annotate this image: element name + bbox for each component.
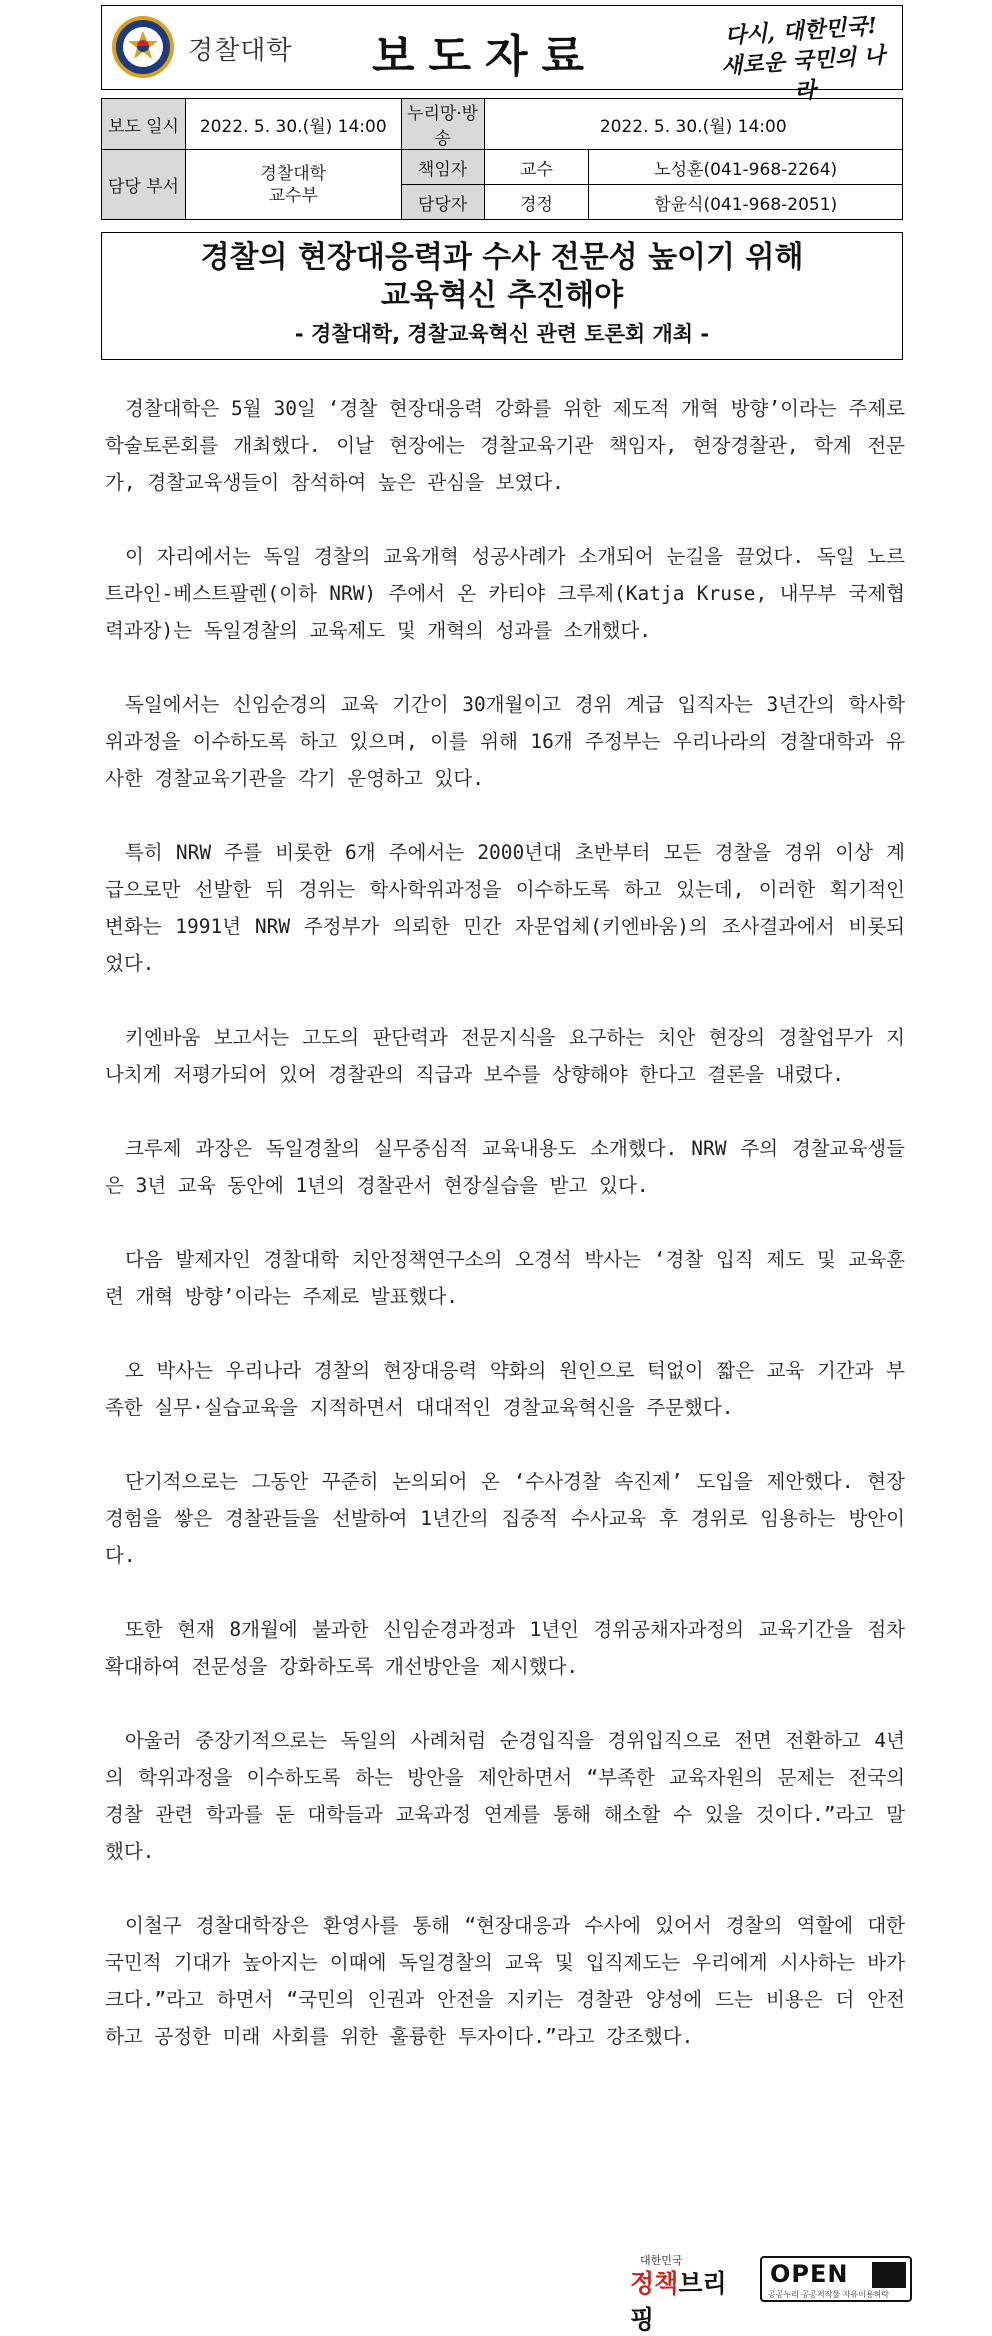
release-time-label: 보도 일시	[102, 99, 186, 150]
headline-box	[101, 232, 903, 360]
release-info-table	[101, 98, 903, 220]
headline-line-2: 교육혁신 추진해야	[380, 278, 624, 313]
policy-briefing-title-part1: 정책	[630, 2269, 679, 2298]
paragraph: 또한 현재 8개월에 불과한 신임순경과정과 1년인 경위공채자과정의 교육기간을 점차 확대하여 전문성을 강화하도록 개선방안을 제시했다.	[105, 1618, 905, 1678]
paragraph: 경찰대학은 5월 30일 ‘경찰 현장대응력 강화를 위한 제도적 개혁 방향’이라는 주제로 학술토론회를 개최했다. 이날 현장에는 경찰교육기관 책임자, 현장경찰관, 학계 전문가, 경찰교육생들이 참석하여 높은 관심을 보였다.	[105, 397, 905, 494]
online-release-value: 2022. 5. 30.(월) 14:00	[484, 99, 902, 150]
paragraph: 다음 발제자인 경찰대학 치안정책연구소의 오경석 박사는 ‘경찰 입직 제도 및 교육훈련 개혁 방향’이라는 주제로 발표했다.	[105, 1248, 905, 1308]
subheadline: - 경찰대학, 경찰교육혁신 관련 토론회 개최 -	[294, 322, 710, 346]
police-emblem-icon	[110, 14, 176, 80]
contact-label: 담당자	[401, 185, 484, 220]
article-body	[105, 390, 905, 2092]
lead-rank: 교수	[484, 150, 589, 185]
license-type-icon	[872, 2262, 906, 2288]
paragraph: 오 박사는 우리나라 경찰의 현장대응력 약화의 원인으로 턱없이 짧은 교육 기간과 부족한 실무·실습교육을 지적하면서 대대적인 경찰교육혁신을 주문했다.	[105, 1359, 905, 1419]
organization-name: 경찰대학	[188, 36, 293, 66]
department-value	[185, 150, 401, 220]
contact-name: 함윤식(041-968-2051)	[589, 185, 903, 220]
paragraph: 특히 NRW 주를 비롯한 6개 주에서는 2000년대 초반부터 모든 경찰을 경위 이상 계급으로만 선발한 뒤 경위는 학사학위과정을 이수하도록 하고 있는데, 이러한 획기적인 변화는 1991년 NRW 주정부가 의뢰한 민간 자문업체(키엔바움)의 조사결과에서 비롯되었다.	[105, 841, 905, 975]
department-division: 교수부	[268, 185, 318, 206]
paragraph: 아울러 중장기적으로는 독일의 사례처럼 순경입직을 경위입직으로 전면 전환하고 4년의 학위과정을 이수하도록 하는 방안을 제안하면서 “부족한 교육자원의 문제는 전국의 경찰 관련 학과를 둔 대학들과 교육과정 연계를 통해 해소할 수 있을 것이다.”라고 말했다.	[105, 1729, 905, 1863]
paragraph: 키엔바움 보고서는 고도의 판단력과 전문지식을 요구하는 치안 현장의 경찰업무가 지나치게 저평가되어 있어 경찰관의 직급과 보수를 상향해야 한다고 결론을 내렸다.	[105, 1026, 905, 1086]
headline	[102, 239, 902, 315]
online-release-label: 누리망·방송	[401, 99, 484, 150]
footer-logos	[630, 2250, 920, 2334]
lead-label: 책임자	[401, 150, 484, 185]
open-license-caption: 공공누리 공공저작물 자유이용허락	[768, 2290, 890, 2299]
policy-briefing-country: 대한민국	[640, 2254, 683, 2267]
slogan-line-1: 다시, 대한민국!	[723, 12, 878, 50]
slogan-line-2: 새로운 국민의 나라	[720, 42, 886, 105]
document-title: 보도자료	[372, 31, 599, 82]
policy-briefing-title-part2: 브리핑	[630, 2269, 727, 2334]
lead-name: 노성훈(041-968-2264)	[589, 150, 903, 185]
paragraph: 독일에서는 신임순경의 교육 기간이 30개월이고 경위 계급 입직자는 3년간의 학사학위과정을 이수하도록 하고 있으며, 이를 위해 16개 주정부는 우리나라의 경찰대학과 유사한 경찰교육기관을 각기 운영하고 있다.	[105, 693, 905, 790]
press-release-header	[101, 5, 903, 105]
paragraph: 이철구 경찰대학장은 환영사를 통해 “현장대응과 수사에 있어서 경찰의 역할에 대한 국민적 기대가 높아지는 이때에 독일경찰의 교육 및 입직제도는 우리에게 시사하는 바가 크다.”라고 하면서 “국민의 인권과 안전을 지키는 경찰관 양성에 드는 비용은 더 안전하고 공정한 미래 사회를 위한 훌륭한 투자이다.”라고 강조했다.	[105, 1914, 905, 2048]
release-time-value: 2022. 5. 30.(월) 14:00	[185, 99, 401, 150]
policy-briefing-logo	[630, 2250, 750, 2334]
government-slogan	[715, 10, 891, 112]
paragraph: 이 자리에서는 독일 경찰의 교육개혁 성공사례가 소개되어 눈길을 끌었다. 독일 노르트라인-베스트팔렌(이하 NRW) 주에서 온 카티야 크루제(Katja Kruse, 내무부 국제협력과장)는 독일경찰의 교육제도 및 개혁의 성과를 소개했다.	[105, 545, 905, 642]
policy-briefing-title	[630, 2264, 750, 2336]
paragraph: 단기적으로는 그동안 꾸준히 논의되어 온 ‘수사경찰 속진제’ 도입을 제안했다. 현장경험을 쌓은 경찰관들을 선발하여 1년간의 집중적 수사교육 후 경위로 임용하는 방안이다.	[105, 1470, 905, 1567]
department-label: 담당 부서	[102, 150, 186, 220]
paragraph: 크루제 과장은 독일경찰의 실무중심적 교육내용도 소개했다. NRW 주의 경찰교육생들은 3년 교육 동안에 1년의 경찰관서 현장실습을 받고 있다.	[105, 1137, 905, 1197]
kogl-open-license-logo	[760, 2256, 912, 2302]
open-license-text: OPEN	[770, 2260, 849, 2288]
contact-rank: 경정	[484, 185, 589, 220]
headline-line-1: 경찰의 현장대응력과 수사 전문성 높이기 위해	[200, 240, 804, 275]
department-name: 경찰대학	[260, 163, 327, 184]
